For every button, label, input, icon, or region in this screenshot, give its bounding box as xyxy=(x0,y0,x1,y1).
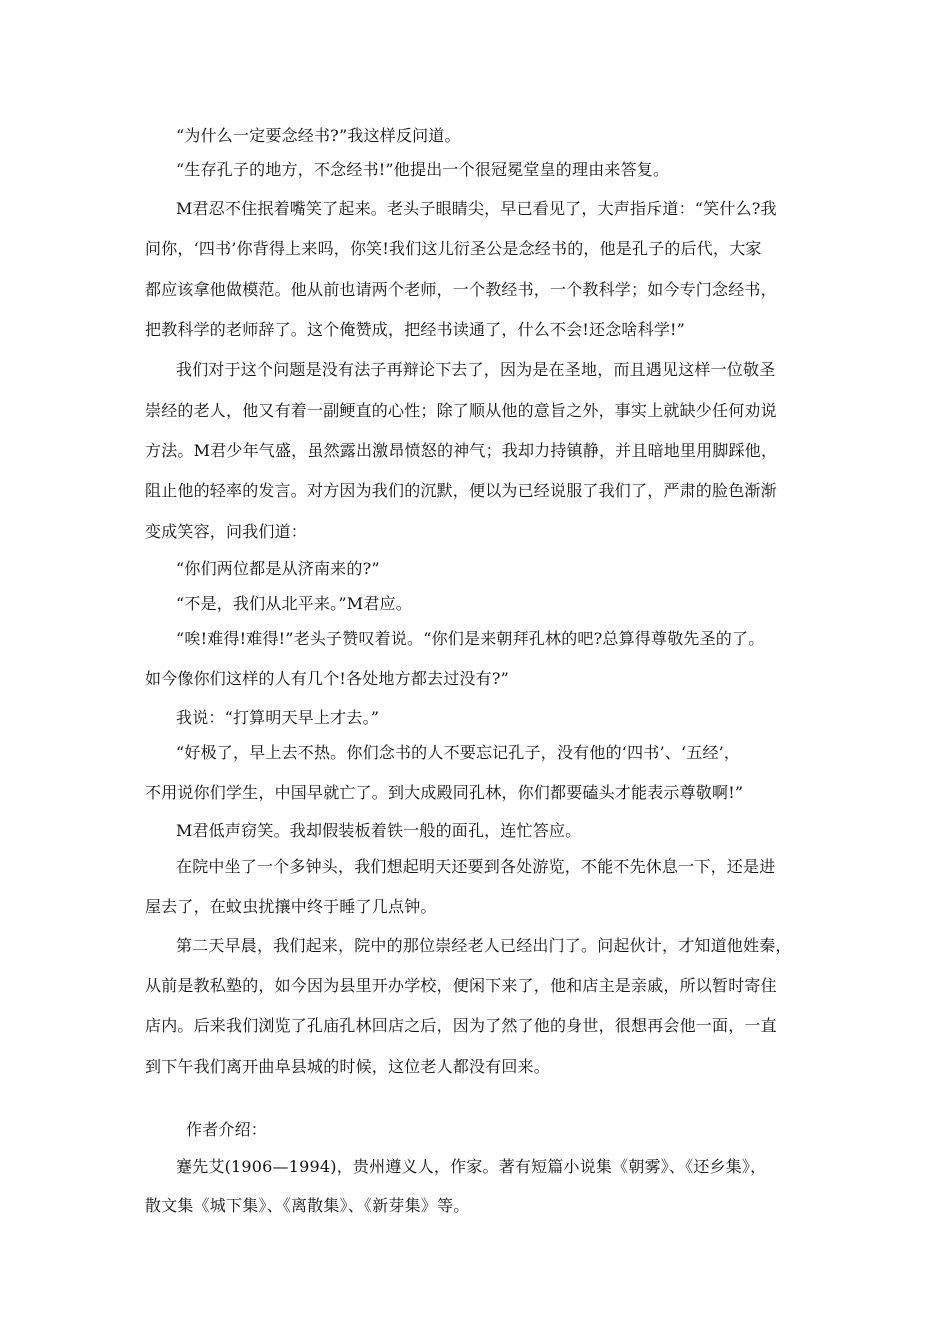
paragraph-line: 变成笑容，问我们道： xyxy=(145,522,308,541)
paragraph-line: 都应该拿他做模范。他从前也请两个老师，一个教经书，一个教科学；如今专门念经书， xyxy=(145,280,777,299)
paragraph-line: “好极了，早上去不热。你们念书的人不要忘记孔子，没有他的‘四书’、‘五经’， xyxy=(176,743,741,762)
paragraph-line: “生存孔子的地方，不念经书!”他提出一个很冠冕堂皇的理由来答复。 xyxy=(176,160,670,179)
paragraph-line: “唉!难得!难得!”老头子赞叹着说。“你们是来朝拜孔林的吧?总算得尊敬先圣的了。 xyxy=(176,629,765,648)
paragraph-line: 第二天早晨，我们起来，院中的那位崇经老人已经出门了。问起伙计，才知道他姓秦， xyxy=(176,936,792,955)
paragraph-line: “不是，我们从北平来。”M君应。 xyxy=(176,594,412,613)
paragraph-line: 在院中坐了一个多钟头，我们想起明天还要到各处游览，不能不先休息一下，还是进 xyxy=(176,857,776,876)
paragraph-line: 到下午我们离开曲阜县城的时候，这位老人都没有回来。 xyxy=(145,1057,551,1076)
paragraph-line: 我说：“打算明天早上才去。” xyxy=(176,708,380,727)
paragraph-line: 崇经的老人，他又有着一副鲠直的心性；除了顺从他的意旨之外，事实上就缺少任何劝说 xyxy=(145,401,777,420)
paragraph-line: 阻止他的轻率的发言。对方因为我们的沉默，便以为已经说服了我们了，严肃的脸色渐渐 xyxy=(145,481,777,500)
author-line: 蹇先艾(1906—1994)，贵州遵义人，作家。著有短篇小说集《朝雾》、《还乡集》， xyxy=(176,1157,767,1176)
paragraph-line: 不用说你们学生，中国早就亡了。到大成殿同孔林，你们都要磕头才能表示尊敬啊!” xyxy=(145,783,744,802)
paragraph-line: “你们两位都是从济南来的?” xyxy=(176,559,380,578)
paragraph-line: 店内。后来我们浏览了孔庙孔林回店之后，因为了然了他的身世，很想再会他一面，一直 xyxy=(145,1016,777,1035)
paragraph-line: 屋去了，在蚊虫扰攘中终于睡了几点钟。 xyxy=(145,897,437,916)
paragraph-line: 方法。M君少年气盛，虽然露出激昂愤怒的神气；我却力持镇静，并且暗地里用脚踩他， xyxy=(145,441,778,460)
author-heading: 作者介绍： xyxy=(186,1120,268,1139)
paragraph-line: 从前是教私塾的，如今因为县里开办学校，便闲下来了，他和店主是亲戚，所以暂时寄住 xyxy=(145,976,777,995)
paragraph-line: 问你，‘四书’你背得上来吗，你笑!我们这儿衍圣公是念经书的，他是孔子的后代，大家 xyxy=(145,239,762,258)
paragraph-line: M君低声窃笑。我却假装板着铁一般的面孔，连忙答应。 xyxy=(176,821,582,840)
paragraph-line: 如今像你们这样的人有几个!各处地方都去过没有?” xyxy=(145,669,509,688)
paragraph-line: M君忍不住抿着嘴笑了起来。老头子眼睛尖，早已看见了，大声指斥道：“笑什么?我 xyxy=(176,199,777,218)
author-line: 散文集《城下集》、《离散集》、《新芽集》等。 xyxy=(145,1196,470,1215)
paragraph-line: 我们对于这个问题是没有法子再辩论下去了，因为是在圣地，而且遇见这样一位敬圣 xyxy=(176,360,776,379)
paragraph-line: 把教科学的老师辞了。这个俺赞成，把经书读通了，什么不会!还念啥科学!” xyxy=(145,320,686,339)
paragraph-line: “为什么一定要念经书?”我这样反问道。 xyxy=(176,126,461,145)
